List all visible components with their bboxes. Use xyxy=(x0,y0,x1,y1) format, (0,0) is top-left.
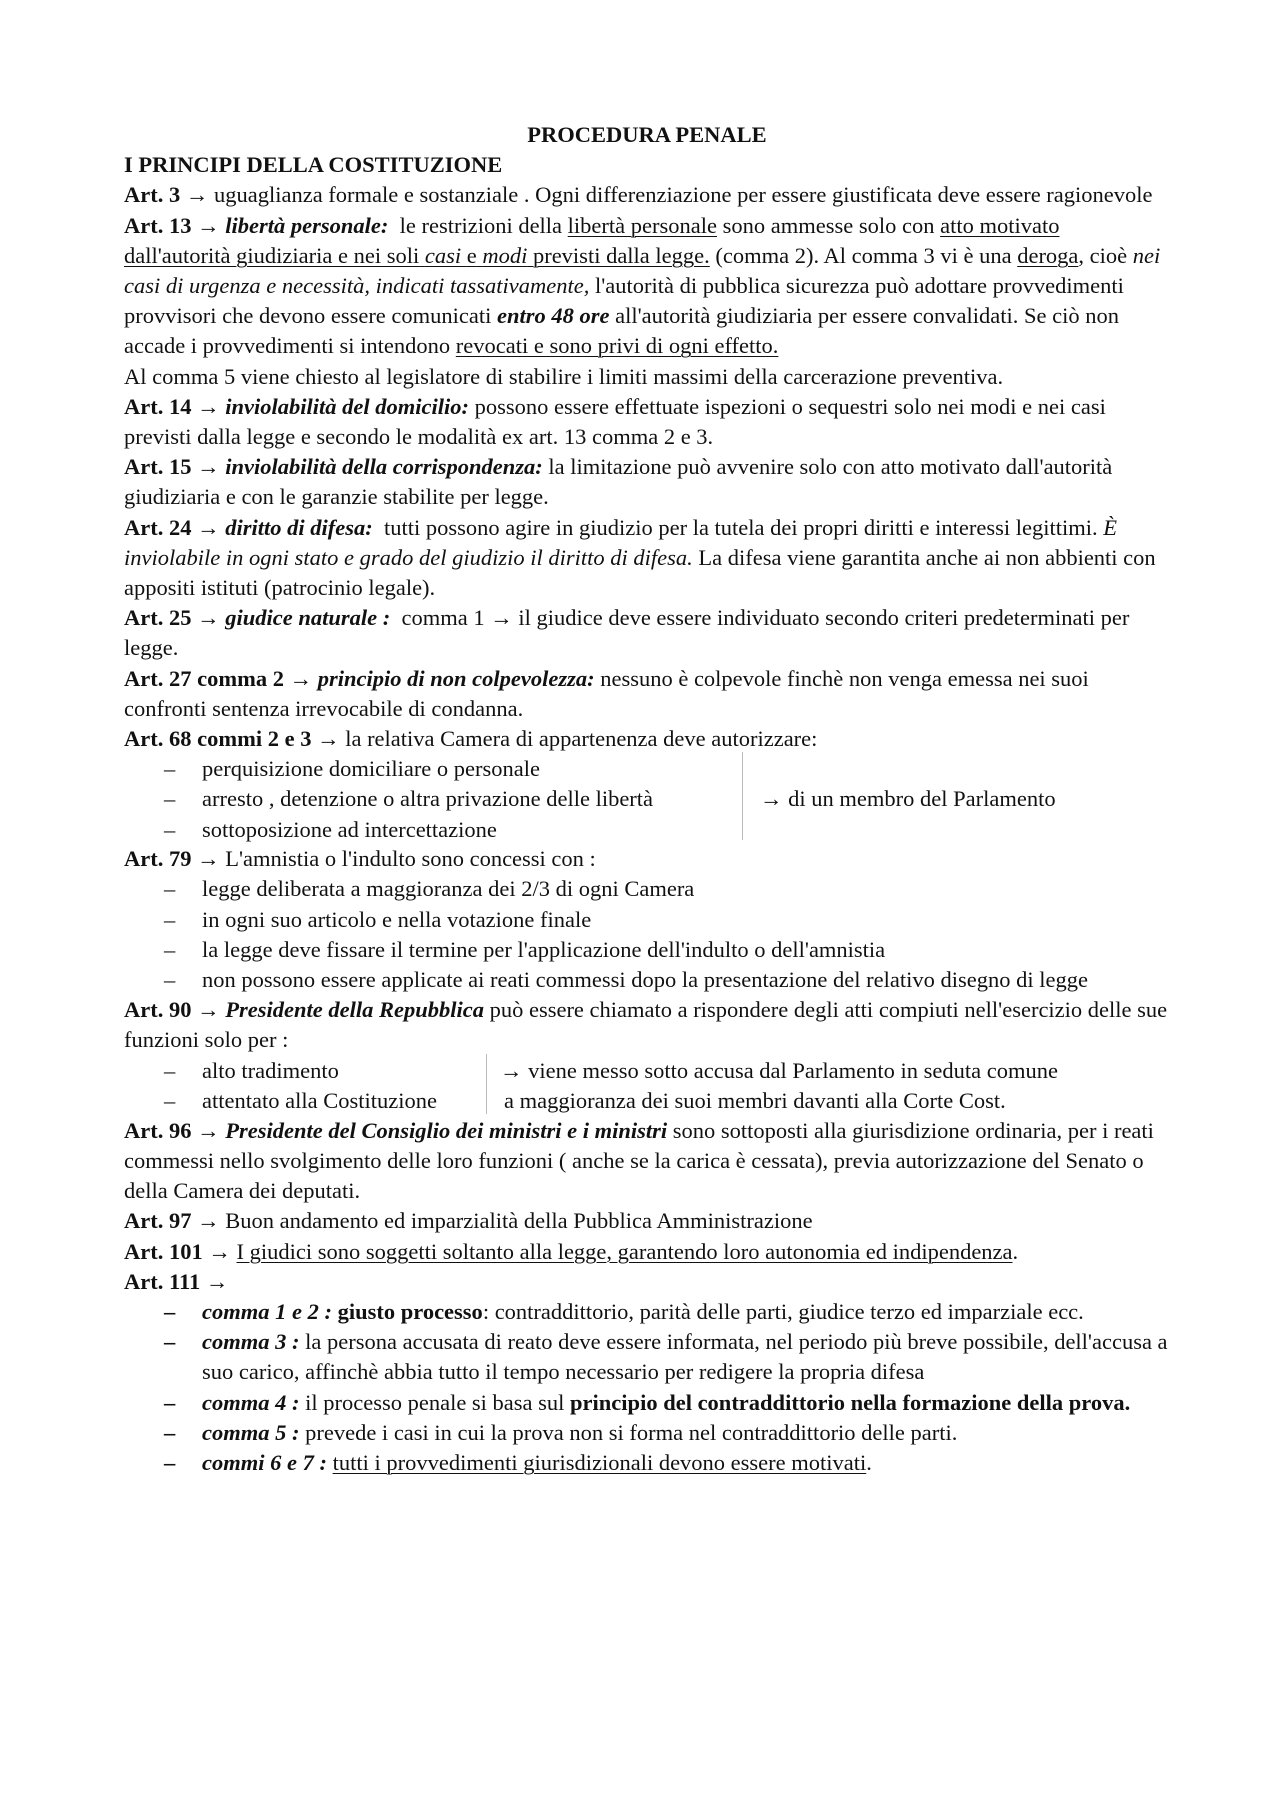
list-item: – commi 6 e 7 : tutti i provvedimenti giurisdizionali devono essere motivati. xyxy=(164,1449,872,1475)
list-item: – comma 1 e 2 : giusto processo: contraddittorio, parità delle parti, giudice terzo ed imparziale ecc. xyxy=(164,1298,1084,1324)
bracket-note: → di un membro del Parlamento xyxy=(760,786,1056,812)
list-item: – comma 4 : il processo penale si basa sul principio del contraddittorio nella formazione della prova. xyxy=(164,1389,1131,1415)
bracket-line xyxy=(486,1054,487,1114)
article-111: Art. 111 → xyxy=(124,1268,229,1294)
list-item: – non possono essere applicate ai reati commessi dopo la presentazione del relativo disegno di legge xyxy=(164,967,1088,993)
article-90-list xyxy=(124,1056,1170,1116)
article-3: Art. 3 → uguaglianza formale e sostanziale . Ogni differenziazione per essere giustificata deve essere ragionevole xyxy=(124,182,1153,208)
article-97: Art. 97 → Buon andamento ed imparzialità della Pubblica Amministrazione xyxy=(124,1208,813,1234)
article-68-list xyxy=(124,754,1170,844)
list-item: – legge deliberata a maggioranza dei 2/3 di ogni Camera xyxy=(164,876,695,902)
document-page xyxy=(124,120,1170,1478)
article-96: Art. 96 → Presidente del Consiglio dei ministri e i ministri sono sottoposti alla giurisdizione ordinaria, per i reati commessi nello svolgimento delle loro funzioni ( anche se la carica è cessata), previa autorizzazione del Senato o della Camera dei deputati. xyxy=(124,1117,1154,1204)
list-item: – alto tradimento xyxy=(164,1057,339,1083)
list-item: – in ogni suo articolo e nella votazione finale xyxy=(164,906,592,932)
list-item: – perquisizione domiciliare o personale xyxy=(164,756,541,782)
list-item: – sottoposizione ad intercettazione xyxy=(164,816,497,842)
list-item: – comma 3 : la persona accusata di reato deve essere informata, nel periodo più breve possibile, dell'accusa a suo carico, affinchè abbia tutto il tempo necessario per redigere la propria difesa xyxy=(164,1329,1168,1385)
article-90: Art. 90 → Presidente della Repubblica può essere chiamato a rispondere degli atti compiuti nell'esercizio delle sue funzioni solo per : xyxy=(124,997,1168,1053)
article-13-comma-5: Al comma 5 viene chiesto al legislatore di stabilire i limiti massimi della carcerazione preventiva. xyxy=(124,363,1004,389)
article-25: Art. 25 → giudice naturale : comma 1 → il giudice deve essere individuato secondo criteri predeterminati per legge. xyxy=(124,605,1130,661)
list-item: – attentato alla Costituzione xyxy=(164,1087,437,1113)
article-13: Art. 13 → libertà personale: le restrizioni della libertà personale sono ammesse solo con atto motivato dall'autorità giudiziaria e nei soli casi e modi previsti dalla legge. (comma 2). Al comma 3 vi è una deroga, cioè nei casi di urgenza e necessità, indicati tassativamente, l'autorità di pubblica sicurezza può adottare provvedimenti provvisori che devono essere comunicati entro 48 ore all'autorità giudiziaria per essere convalidati. Se ciò non accade i provvedimenti si intendono revocati e sono privi di ogni effetto. xyxy=(124,212,1161,359)
bracket-line xyxy=(742,752,743,840)
article-101: Art. 101 → I giudici sono soggetti soltanto alla legge, garantendo loro autonomia ed indipendenza. xyxy=(124,1238,1019,1264)
article-24: Art. 24 → diritto di difesa: tutti possono agire in giudizio per la tutela dei propri diritti e interessi legittimi. È inviolabile in ogni stato e grado del giudizio il diritto di difesa. La difesa viene garantita anche ai non abbienti con appositi istituti (patrocinio legale). xyxy=(124,514,1156,601)
page-title: PROCEDURA PENALE xyxy=(527,122,767,147)
article-14: Art. 14 → inviolabilità del domicilio: possono essere effettuate ispezioni o sequestri solo nei modi e nei casi previsti dalla legge e secondo le modalità ex art. 13 comma 2 e 3. xyxy=(124,393,1106,450)
article-27: Art. 27 comma 2 → principio di non colpevolezza: nessuno è colpevole finchè non venga emessa nei suoi confronti sentenza irrevocabile di condanna. xyxy=(124,665,1089,721)
section-title: I PRINCIPI DELLA COSTITUZIONE xyxy=(124,152,503,178)
list-item: – comma 5 : prevede i casi in cui la prova non si forma nel contraddittorio delle parti. xyxy=(164,1419,958,1445)
list-item: – la legge deve fissare il termine per l'applicazione dell'indulto o dell'amnistia xyxy=(164,936,886,962)
bracket-note-line1: → viene messo sotto accusa dal Parlamento in seduta comune xyxy=(500,1057,1058,1083)
article-79: Art. 79 → L'amnistia o l'indulto sono concessi con : xyxy=(124,846,596,872)
article-68: Art. 68 commi 2 e 3 → la relativa Camera di appartenenza deve autorizzare: xyxy=(124,726,818,752)
list-item: – arresto , detenzione o altra privazione delle libertà xyxy=(164,786,654,812)
article-15: Art. 15 → inviolabilità della corrispondenza: la limitazione può avvenire solo con atto motivato dall'autorità giudiziaria e con le garanzie stabilite per legge. xyxy=(124,454,1113,510)
bracket-note-line2: a maggioranza dei suoi membri davanti alla Corte Cost. xyxy=(504,1087,1006,1113)
